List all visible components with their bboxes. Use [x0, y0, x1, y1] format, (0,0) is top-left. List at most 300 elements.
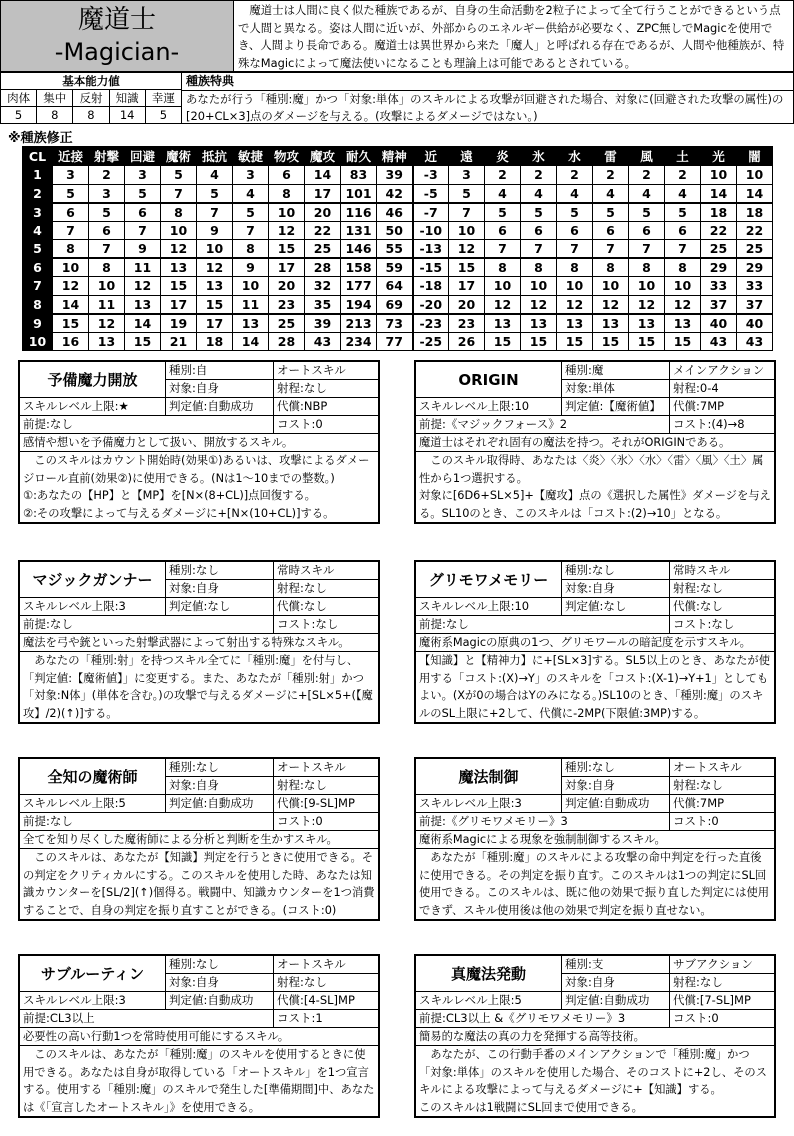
modifier-cell: 40 — [737, 314, 773, 333]
skill-prerequisite: 前提:《マジックフォース》2 — [416, 416, 670, 433]
modifier-cell: 12 — [53, 277, 89, 296]
modifier-cell: 73 — [377, 314, 413, 333]
modifier-cell: 11 — [125, 258, 161, 277]
modifier-cell: 16 — [53, 332, 89, 351]
modifier-cell: 39 — [305, 314, 341, 333]
modifier-cell: 7 — [521, 240, 557, 259]
modifier-cell: 25 — [269, 314, 305, 333]
modifier-cl-cell: 2 — [23, 184, 53, 203]
stat-label: 反射 — [73, 90, 109, 107]
modifier-cell: 12 — [485, 295, 521, 314]
skill-name: 真魔法発動 — [416, 956, 562, 991]
modifier-cell: 2 — [89, 166, 125, 185]
skill-name: 予備魔力開放 — [20, 362, 166, 397]
skill-flavor: 魔法を弓や銃といった射撃武器によって射出する特殊なスキル。 — [23, 636, 350, 649]
skill-prerequisite: 前提:CL3以上 &《グリモワメモリー》3 — [416, 1010, 670, 1027]
modifier-cl-cell: 9 — [23, 314, 53, 333]
skill-cost: 代償:7MP — [673, 399, 725, 413]
modifier-cell: 5 — [125, 184, 161, 203]
skill-body — [20, 849, 378, 919]
modifier-cell: 43 — [737, 332, 773, 351]
modifier-cell: 6 — [269, 166, 305, 185]
skill-judge: 判定値:自動成功 — [562, 795, 670, 812]
modifier-cell: 7 — [593, 240, 629, 259]
modifier-cell: 5 — [233, 203, 269, 222]
skill-cost: 代償:なし — [277, 599, 327, 613]
skill-card — [18, 954, 380, 1118]
modifier-cell: 4 — [197, 166, 233, 185]
modifier-cell: 20 — [269, 277, 305, 296]
modifier-cl-cell: 7 — [23, 277, 53, 296]
modifier-cell: 14 — [233, 332, 269, 351]
modifier-cell: 7 — [197, 203, 233, 222]
skill-range: 射程:なし — [277, 778, 327, 792]
modifier-cell: 15 — [161, 277, 197, 296]
modifier-cell: 7 — [161, 184, 197, 203]
skill-body-line: あなたが、この行動手番のメインアクションで「種別:魔」かつ「対象:単体」のスキルを使用した場合、そのコストに+2し、そのスキルによる攻撃によって与えるダメージに+【知識】する。 — [419, 1048, 767, 1096]
modifier-cell: 15 — [449, 258, 485, 277]
modifier-cell: -13 — [413, 240, 449, 259]
modifier-cell: 6 — [89, 221, 125, 240]
modifier-cell: 8 — [665, 258, 701, 277]
modifier-cl-cell: 8 — [23, 295, 53, 314]
modifier-cell: 3 — [449, 166, 485, 185]
modifier-cell: 11 — [233, 295, 269, 314]
skill-card — [18, 757, 380, 921]
modifier-cell: 13 — [197, 277, 233, 296]
modifier-header-cell: 近 — [413, 147, 449, 166]
skill-type: 種別:魔 — [562, 362, 670, 379]
skill-timing: オートスキル — [277, 957, 346, 971]
modifier-row — [23, 166, 773, 185]
modifier-cell: 12 — [629, 295, 665, 314]
modifier-row — [23, 332, 773, 351]
skill-judge: 判定値:自動成功 — [166, 992, 274, 1009]
modifier-cell: 101 — [341, 184, 377, 203]
modifier-cell: 15 — [197, 295, 233, 314]
skill-cost: 代償:NBP — [277, 399, 328, 413]
modifier-header-cell: 氷 — [521, 147, 557, 166]
modifier-cell: 12 — [125, 277, 161, 296]
skill-target: 対象:自身 — [166, 380, 274, 397]
modifier-cell: 12 — [665, 295, 701, 314]
modifier-cell: 15 — [557, 332, 593, 351]
modifier-cell: 69 — [377, 295, 413, 314]
modifier-cell: 22 — [737, 221, 773, 240]
modifier-cell: 5 — [485, 203, 521, 222]
skill-body-line: このスキルは、あなたが「種別:魔」のスキルを使用するときに使用できる。あなたは自身が取得している「オートスキル」を1つ宣言する。使用する「種別:魔」のスキルで発生した[準備期間]中、あなたは《「宣言したオートスキル」》を使用できる。 — [23, 1048, 375, 1114]
stat-label: 肉体 — [1, 90, 37, 107]
stat-value: 8 — [37, 107, 73, 124]
skill-timing: オートスキル — [277, 760, 346, 774]
modifier-cell: 59 — [377, 258, 413, 277]
modifier-cell: 8 — [557, 258, 593, 277]
skill-card — [18, 360, 380, 524]
modifier-row — [23, 184, 773, 203]
modifier-cell: 6 — [485, 221, 521, 240]
modifier-cell: 5 — [449, 184, 485, 203]
skill-body-line: あなたの「種別:射」を持つスキル全てに「種別:魔」を付与し、「判定値:【魔術値】」に変更する。また、あなたが「種別:射」かつ「対象:N体」(単体を含む。)の攻撃で与えるダメージに+[SL×5+(【魔攻】/2)(↑)]する。 — [23, 654, 373, 720]
modifier-cell: 14 — [53, 295, 89, 314]
modifier-cell: 12 — [89, 314, 125, 333]
skill-prerequisite: 前提:CL3以上 — [20, 1010, 274, 1027]
modifier-cell: 8 — [521, 258, 557, 277]
modifier-cell: 42 — [377, 184, 413, 203]
skill-type: 種別:なし — [562, 759, 670, 776]
skill-judge: 判定値:自動成功 — [166, 795, 274, 812]
modifier-cell: 10 — [557, 277, 593, 296]
modifier-cell: 32 — [305, 277, 341, 296]
modifier-cell: 15 — [125, 332, 161, 351]
stat-value: 8 — [73, 107, 109, 124]
modifier-cell: 9 — [233, 258, 269, 277]
modifier-cell: 10 — [197, 240, 233, 259]
modifier-row — [23, 295, 773, 314]
skill-flavor: 全てを知り尽くした魔術師による分析と判断を生かすスキル。 — [23, 833, 338, 846]
modifier-cell: 10 — [269, 203, 305, 222]
modifier-header-cell: 風 — [629, 147, 665, 166]
skill-range: 射程:なし — [277, 975, 327, 989]
modifier-cell: 15 — [629, 332, 665, 351]
modifier-cell: 12 — [161, 240, 197, 259]
modifier-cell: 8 — [53, 240, 89, 259]
modifier-cell: 13 — [233, 314, 269, 333]
modifier-cell: 18 — [737, 203, 773, 222]
skill-body-line: このスキル取得時、あなたは〈炎〉〈氷〉〈水〉〈雷〉〈風〉〈土〉属性から1つ選択する。 — [419, 454, 764, 485]
modifier-cell: -20 — [413, 295, 449, 314]
modifier-cell: 6 — [53, 203, 89, 222]
modifier-cell: -3 — [413, 166, 449, 185]
modifier-cell: 10 — [449, 221, 485, 240]
skill-level-cap: スキルレベル上限:3 — [20, 992, 166, 1009]
modifier-cl-cell: 10 — [23, 332, 53, 351]
modifier-cell: 5 — [53, 184, 89, 203]
modifier-cell: -7 — [413, 203, 449, 222]
modifier-cell: 39 — [377, 166, 413, 185]
modifier-cell: 158 — [341, 258, 377, 277]
modifier-cell: 2 — [521, 166, 557, 185]
modifier-cell: 55 — [377, 240, 413, 259]
modifier-cell: 7 — [125, 221, 161, 240]
skill-name: 魔法制御 — [416, 759, 562, 794]
skill-type: 種別:なし — [166, 562, 274, 579]
skill-timing: サブアクション — [673, 957, 753, 971]
modifier-cell: 37 — [737, 295, 773, 314]
skill-body-line: このスキルは、あなたが【知識】判定を行うときに使用できる。その判定をクリティカルにする。このスキルを使用した時、あなたは知識カウンターを[SL/2](↑)個得る。戦闘中、知識カウンターを1つ消費することで、自身の判定を振り直すことができる。(コスト:0) — [23, 851, 375, 917]
modifier-cell: 26 — [449, 332, 485, 351]
modifier-cell: 7 — [485, 240, 521, 259]
modifier-cell: 6 — [665, 221, 701, 240]
skill-timing: 常時スキル — [673, 563, 731, 577]
modifier-cell: -18 — [413, 277, 449, 296]
modifier-cell: 28 — [269, 332, 305, 351]
base-stats-title: 基本能力値 — [1, 73, 182, 90]
modifier-cell: 4 — [557, 184, 593, 203]
skill-cost: 代償:7MP — [673, 796, 725, 810]
skill-cost-2: コスト:(4)→8 — [673, 417, 745, 431]
skill-cost: 代償:[7-SL]MP — [673, 993, 751, 1007]
modifier-cell: 19 — [161, 314, 197, 333]
skill-type: 種別:なし — [166, 956, 274, 973]
modifier-cell: 7 — [557, 240, 593, 259]
skill-target: 対象:自身 — [166, 974, 274, 991]
modifier-cell: 8 — [89, 258, 125, 277]
modifier-cell: 8 — [233, 240, 269, 259]
modifier-cell: 2 — [557, 166, 593, 185]
race-trait-box — [182, 72, 794, 124]
skill-body-line: あなたが「種別:魔」のスキルによる攻撃の命中判定を行った直後に使用できる。その判定を振り直す。このスキルは1つの判定にSL回使用できる。このスキルは、既に他の効果で振り直した判定には使用できず、スキル使用後は他の効果で判定を振り直せない。 — [419, 851, 770, 917]
modifier-cell: 17 — [197, 314, 233, 333]
modifier-cell: 8 — [629, 258, 665, 277]
modifier-cell: 4 — [485, 184, 521, 203]
modifier-cell: 10 — [737, 166, 773, 185]
modifier-table — [22, 146, 773, 351]
skill-target: 対象:自身 — [562, 580, 670, 597]
modifier-cell: 8 — [161, 203, 197, 222]
modifier-cell: -25 — [413, 332, 449, 351]
skill-cost-2: コスト:なし — [277, 617, 339, 631]
modifier-cell: 116 — [341, 203, 377, 222]
modifier-cell: 13 — [593, 314, 629, 333]
modifier-cell: 14 — [701, 184, 737, 203]
skill-body-line: このスキルは1戦闘にSL回まで使用できる。 — [419, 1100, 643, 1114]
skill-type: 種別:自 — [166, 362, 274, 379]
skill-judge: 判定値:自動成功 — [562, 992, 670, 1009]
skill-timing: 常時スキル — [277, 563, 335, 577]
modifier-cell: 23 — [449, 314, 485, 333]
skill-cost-2: コスト:0 — [673, 814, 719, 828]
modifier-cell: 22 — [305, 221, 341, 240]
modifier-cell: 14 — [737, 184, 773, 203]
skill-timing: オートスキル — [673, 760, 742, 774]
skill-range: 射程:なし — [277, 381, 327, 395]
modifier-cell: 5 — [161, 166, 197, 185]
modifier-header-cell: 遠 — [449, 147, 485, 166]
skill-body — [416, 452, 774, 522]
skill-cost: 代償:なし — [673, 599, 723, 613]
modifier-cell: 4 — [665, 184, 701, 203]
modifier-cell: 43 — [305, 332, 341, 351]
modifier-cell: 13 — [629, 314, 665, 333]
skill-card — [18, 560, 380, 724]
skill-body-line: ②:その攻撃によって与えるダメージに+[N×(10+CL)]する。 — [23, 506, 335, 520]
modifier-cell: 194 — [341, 295, 377, 314]
skill-body-line: 対象に[6D6+SL×5]+【魔攻】点の《選択した属性》ダメージを与える。SL10のとき、このスキルは「コスト:(2)→10」となる。 — [419, 489, 771, 520]
modifier-label: ※種族修正 — [8, 131, 73, 146]
modifier-row — [23, 277, 773, 296]
modifier-cell: 77 — [377, 332, 413, 351]
modifier-header-cell: 抵抗 — [197, 147, 233, 166]
modifier-cell: 15 — [665, 332, 701, 351]
skill-prerequisite: 前提:なし — [20, 416, 274, 433]
skill-target: 対象:自身 — [562, 974, 670, 991]
modifier-cell: 9 — [125, 240, 161, 259]
skill-level-cap: スキルレベル上限:3 — [416, 795, 562, 812]
modifier-cell: 3 — [53, 166, 89, 185]
race-title-box — [0, 0, 234, 72]
base-stats-table — [0, 72, 182, 124]
skill-flavor: 魔術系Magicによる現象を強制制御するスキル。 — [419, 833, 666, 846]
skill-level-cap: スキルレベル上限:5 — [20, 795, 166, 812]
modifier-cell: 13 — [665, 314, 701, 333]
modifier-cell: 5 — [593, 203, 629, 222]
stat-label: 知識 — [109, 90, 145, 107]
skill-level-cap: スキルレベル上限:10 — [416, 398, 562, 415]
modifier-row — [23, 314, 773, 333]
modifier-cell: 10 — [665, 277, 701, 296]
modifier-cell: 25 — [701, 240, 737, 259]
modifier-cell: 17 — [161, 295, 197, 314]
modifier-cell: 25 — [737, 240, 773, 259]
modifier-row — [23, 203, 773, 222]
skill-body-line: ①:あなたの【HP】と【MP】を[N×(8+CL)]点回復する。 — [23, 489, 316, 502]
modifier-cell: 7 — [89, 240, 125, 259]
modifier-cl-cell: 1 — [23, 166, 53, 185]
skill-card — [414, 360, 776, 524]
modifier-cell: 12 — [593, 295, 629, 314]
race-trait-text: あなたが行う「種別:魔」かつ「対象:単体」のスキルによる攻撃が回避された場合、対象に(回避された攻撃の属性)の[20+CL×3]点のダメージを与える。(攻撃によるダメージではない。) — [186, 92, 784, 123]
modifier-cell: 131 — [341, 221, 377, 240]
skill-range: 射程:なし — [673, 581, 723, 595]
modifier-cell: 28 — [305, 258, 341, 277]
skill-judge: 判定値:【魔術値】 — [562, 398, 670, 415]
skill-body — [20, 1046, 378, 1116]
skill-flavor: 必要性の高い行動1つを常時使用可能にするスキル。 — [23, 1030, 290, 1043]
modifier-cell: 3 — [89, 184, 125, 203]
skill-body — [416, 1046, 774, 1116]
modifier-cell: 7 — [53, 221, 89, 240]
modifier-cell: 17 — [305, 184, 341, 203]
modifier-cell: 23 — [269, 295, 305, 314]
skill-prerequisite: 前提:なし — [416, 616, 670, 633]
race-title-jp: 魔道士 — [77, 5, 156, 35]
modifier-cell: 9 — [197, 221, 233, 240]
skill-body-line: このスキルはカウント開始時(効果①)あるいは、攻撃によるダメージロール直前(効果②)に使用できる。(Nは1～10までの整数。) — [23, 454, 370, 485]
skill-target: 対象:単体 — [562, 380, 670, 397]
modifier-cell: 83 — [341, 166, 377, 185]
modifier-cell: 177 — [341, 277, 377, 296]
modifier-cell: 213 — [341, 314, 377, 333]
skill-range: 射程:なし — [673, 975, 723, 989]
skill-cost-2: コスト:1 — [277, 1011, 323, 1025]
modifier-cell: 10 — [53, 258, 89, 277]
modifier-cell: 64 — [377, 277, 413, 296]
skill-cost-2: コスト:0 — [277, 814, 323, 828]
skill-judge: 判定値:なし — [562, 598, 670, 615]
modifier-cell: 3 — [125, 166, 161, 185]
modifier-header-cell: 射撃 — [89, 147, 125, 166]
modifier-cell: -5 — [413, 184, 449, 203]
skill-flavor: 簡易的な魔法の真の力を発揮する高等技術。 — [419, 1030, 645, 1043]
modifier-cell: 21 — [161, 332, 197, 351]
skill-type: 種別:なし — [166, 759, 274, 776]
skill-name: マジックガンナー — [20, 562, 166, 597]
modifier-cell: 37 — [701, 295, 737, 314]
skill-level-cap: スキルレベル上限:3 — [20, 598, 166, 615]
modifier-cell: 12 — [449, 240, 485, 259]
modifier-cell: 8 — [485, 258, 521, 277]
modifier-cell: 15 — [269, 240, 305, 259]
modifier-cell: 10 — [521, 277, 557, 296]
modifier-header-cell: 物攻 — [269, 147, 305, 166]
modifier-header-cell: 魔攻 — [305, 147, 341, 166]
skill-prerequisite: 前提:なし — [20, 813, 274, 830]
modifier-cl-cell: 4 — [23, 221, 53, 240]
modifier-header-cell: 精神 — [377, 147, 413, 166]
modifier-cell: 46 — [377, 203, 413, 222]
modifier-cell: 20 — [449, 295, 485, 314]
skill-card — [414, 757, 776, 921]
modifier-cell: 20 — [305, 203, 341, 222]
modifier-cell: 22 — [701, 221, 737, 240]
modifier-cell: 10 — [701, 166, 737, 185]
skill-judge: 判定値:なし — [166, 598, 274, 615]
modifier-cell: 7 — [629, 240, 665, 259]
skill-target: 対象:自身 — [166, 580, 274, 597]
modifier-cell: 17 — [449, 277, 485, 296]
modifier-cell: 12 — [557, 295, 593, 314]
modifier-cell: 13 — [521, 314, 557, 333]
modifier-header-cell: 敏捷 — [233, 147, 269, 166]
modifier-cell: 2 — [629, 166, 665, 185]
stat-value: 5 — [1, 107, 37, 124]
skill-body — [416, 652, 774, 722]
skill-target: 対象:自身 — [562, 777, 670, 794]
skill-flavor: 感情や想いを予備魔力として扱い、開放するスキル。 — [23, 436, 294, 449]
modifier-cell: 2 — [485, 166, 521, 185]
modifier-cell: 35 — [305, 295, 341, 314]
skill-level-cap: スキルレベル上限:10 — [416, 598, 562, 615]
modifier-cell: 3 — [233, 166, 269, 185]
modifier-cl-cell: 5 — [23, 240, 53, 259]
modifier-row — [23, 221, 773, 240]
skill-cost: 代償:[4-SL]MP — [277, 993, 355, 1007]
modifier-cell: 13 — [125, 295, 161, 314]
modifier-cell: 6 — [521, 221, 557, 240]
modifier-header-cell: 光 — [701, 147, 737, 166]
modifier-cell: 5 — [197, 184, 233, 203]
modifier-cell: 10 — [89, 277, 125, 296]
modifier-cell: 13 — [161, 258, 197, 277]
skill-cost-2: コスト:0 — [673, 1011, 719, 1025]
modifier-cell: 13 — [485, 314, 521, 333]
skill-body — [20, 452, 378, 522]
stat-label: 集中 — [37, 90, 73, 107]
modifier-cell: 6 — [593, 221, 629, 240]
modifier-cell: 8 — [593, 258, 629, 277]
modifier-cell: 10 — [593, 277, 629, 296]
modifier-cell: 4 — [233, 184, 269, 203]
skill-range: 射程:0-4 — [673, 381, 719, 395]
skill-prerequisite: 前提:なし — [20, 616, 274, 633]
modifier-header-cell: CL — [23, 147, 53, 166]
modifier-cell: 7 — [665, 240, 701, 259]
modifier-cell: 12 — [269, 221, 305, 240]
modifier-cell: 2 — [665, 166, 701, 185]
modifier-row — [23, 258, 773, 277]
skill-type: 種別:支 — [562, 956, 670, 973]
modifier-cell: 43 — [701, 332, 737, 351]
modifier-cell: 4 — [629, 184, 665, 203]
modifier-cell: 12 — [521, 295, 557, 314]
skill-target: 対象:自身 — [166, 777, 274, 794]
skill-body — [20, 652, 378, 722]
modifier-header-cell: 雷 — [593, 147, 629, 166]
modifier-cell: -15 — [413, 258, 449, 277]
modifier-cell: 11 — [89, 295, 125, 314]
modifier-cell: 15 — [593, 332, 629, 351]
modifier-cell: 10 — [161, 221, 197, 240]
